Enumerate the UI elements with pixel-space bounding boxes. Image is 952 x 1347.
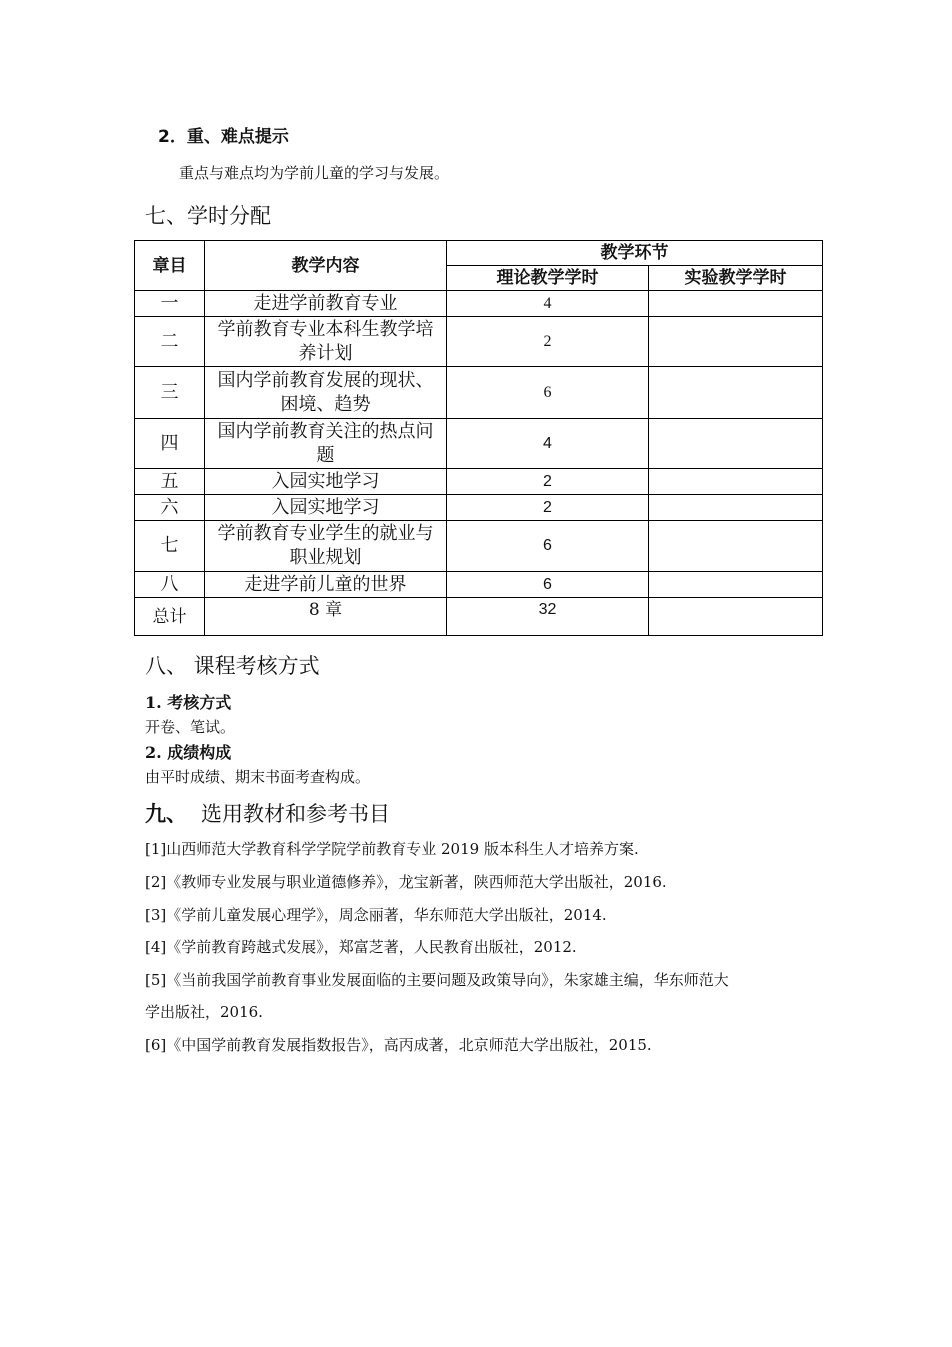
row-content: 学前教育专业学生的就业与职业规划 bbox=[205, 521, 447, 572]
row-lab bbox=[649, 291, 823, 317]
total-chapter: 总计 bbox=[135, 598, 205, 636]
section8-title: 八、 课程考核方式 bbox=[145, 654, 320, 678]
row-content: 国内学前教育发展的现状、困境、趋势 bbox=[205, 367, 447, 419]
reference-item: [6]《中国学前教育发展指数报告》，高丙成著，北京师范大学出版社，2015. bbox=[145, 1036, 652, 1054]
table-row bbox=[135, 419, 823, 469]
row-content: 走进学前教育专业 bbox=[205, 291, 447, 317]
reference-item: [2]《教师专业发展与职业道德修养》，龙宝新著，陕西师范大学出版社，2016. bbox=[145, 873, 667, 891]
row-chapter: 一 bbox=[135, 291, 205, 317]
table-total-row bbox=[135, 598, 823, 636]
row-chapter: 六 bbox=[135, 495, 205, 521]
row-theory: 4 bbox=[447, 419, 649, 469]
section7-title: 七、学时分配 bbox=[145, 204, 271, 228]
row-lab bbox=[649, 317, 823, 367]
table-row bbox=[135, 469, 823, 495]
table-row bbox=[135, 291, 823, 317]
row-lab bbox=[649, 572, 823, 598]
row-content: 入园实地学习 bbox=[205, 495, 447, 521]
table-row bbox=[135, 317, 823, 367]
col-chapter-header: 章目 bbox=[135, 241, 205, 291]
col-content-header: 教学内容 bbox=[205, 241, 447, 291]
table-row bbox=[135, 521, 823, 572]
table-row bbox=[135, 367, 823, 419]
row-chapter: 七 bbox=[135, 521, 205, 572]
col-theory-header: 理论教学学时 bbox=[447, 266, 649, 291]
table-row bbox=[135, 495, 823, 521]
section9-text: 选用教材和参考书目 bbox=[201, 802, 390, 826]
row-theory: 2 bbox=[447, 469, 649, 495]
reference-item: [4]《学前教育跨越式发展》，郑富芝著，人民教育出版社，2012. bbox=[145, 938, 577, 956]
row-theory: 6 bbox=[447, 521, 649, 572]
reference-item: [1]山西师范大学教育科学学院学前教育专业 2019 版本科生人才培养方案. bbox=[145, 840, 639, 858]
grade-text: 由平时成绩、期末书面考查构成。 bbox=[145, 768, 371, 786]
section9-number: 九、 bbox=[145, 802, 187, 826]
col-lab-header: 实验教学学时 bbox=[649, 266, 823, 291]
total-theory: 32 bbox=[447, 598, 649, 636]
row-theory: 6 bbox=[447, 572, 649, 598]
total-lab bbox=[649, 598, 823, 636]
row-content: 国内学前教育关注的热点问题 bbox=[205, 419, 447, 469]
grade-heading: 2. 成绩构成 bbox=[145, 743, 232, 762]
reference-item: [3]《学前儿童发展心理学》，周念丽著，华东师范大学出版社，2014. bbox=[145, 906, 607, 924]
row-lab bbox=[649, 521, 823, 572]
key-points-text: 重点与难点均为学前儿童的学习与发展。 bbox=[179, 164, 450, 182]
row-chapter: 四 bbox=[135, 419, 205, 469]
row-chapter: 二 bbox=[135, 317, 205, 367]
row-content: 入园实地学习 bbox=[205, 469, 447, 495]
row-chapter: 三 bbox=[135, 367, 205, 419]
assessment-method-heading: 1. 考核方式 bbox=[145, 693, 232, 712]
row-lab bbox=[649, 419, 823, 469]
row-lab bbox=[649, 469, 823, 495]
row-content: 学前教育专业本科生教学培养计划 bbox=[205, 317, 447, 367]
reference-item: [5]《当前我国学前教育事业发展面临的主要问题及政策导向》，朱家雄主编，华东师范大 bbox=[145, 971, 729, 989]
row-content: 走进学前儿童的世界 bbox=[205, 572, 447, 598]
row-chapter: 八 bbox=[135, 572, 205, 598]
assessment-method-text: 开卷、笔试。 bbox=[145, 718, 236, 736]
row-lab bbox=[649, 367, 823, 419]
row-theory: 2 bbox=[447, 495, 649, 521]
total-content: 8 章 bbox=[205, 598, 447, 636]
hours-table bbox=[134, 240, 823, 636]
row-chapter: 五 bbox=[135, 469, 205, 495]
key-points-heading: 2．重、难点提示 bbox=[158, 127, 289, 147]
reference-item: 学出版社，2016. bbox=[145, 1003, 263, 1021]
row-lab bbox=[649, 495, 823, 521]
col-group-header: 教学环节 bbox=[447, 241, 823, 266]
section9-title bbox=[145, 798, 390, 828]
row-theory: 6 bbox=[447, 367, 649, 419]
table-row bbox=[135, 572, 823, 598]
row-theory: 2 bbox=[447, 317, 649, 367]
row-theory: 4 bbox=[447, 291, 649, 317]
